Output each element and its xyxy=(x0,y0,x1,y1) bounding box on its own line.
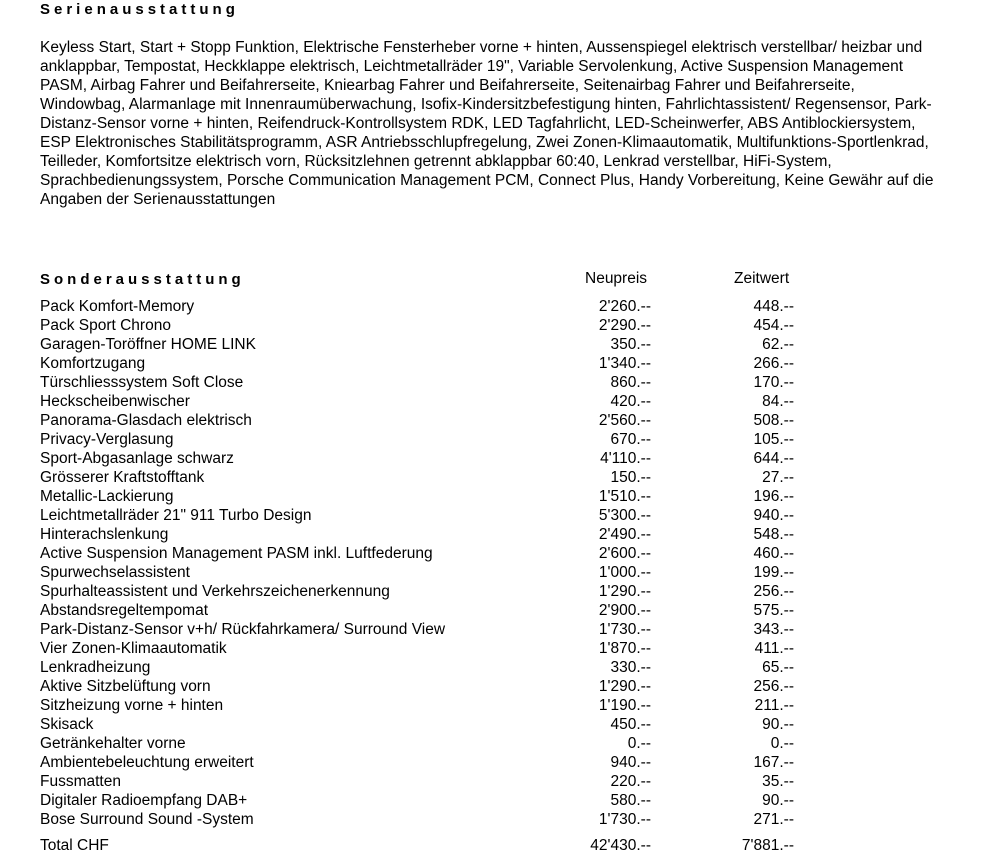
item-neupreis: 330.-- xyxy=(610,659,651,676)
item-name: Türschliesssystem Soft Close xyxy=(40,374,244,391)
item-neupreis: 2'600.-- xyxy=(598,545,651,562)
item-zeitwert: 0.-- xyxy=(770,735,794,752)
table-row xyxy=(0,373,981,392)
table-row xyxy=(0,506,981,525)
sonderausstattung-heading: Sonderausstattung xyxy=(40,271,245,288)
table-row xyxy=(0,791,981,810)
item-name: Bose Surround Sound -System xyxy=(40,811,254,828)
column-header-neupreis: Neupreis xyxy=(585,270,648,287)
item-zeitwert: 256.-- xyxy=(753,583,794,600)
item-neupreis: 1'340.-- xyxy=(598,355,651,372)
item-neupreis: 1'290.-- xyxy=(598,678,651,695)
item-zeitwert: 65.-- xyxy=(762,659,794,676)
item-name: Komfortzugang xyxy=(40,355,146,372)
item-neupreis: 0.-- xyxy=(627,735,651,752)
item-neupreis: 450.-- xyxy=(610,716,651,733)
serienausstattung-heading: Serienausstattung xyxy=(40,1,239,18)
item-zeitwert: 62.-- xyxy=(762,336,794,353)
item-zeitwert: 256.-- xyxy=(753,678,794,695)
item-name: Park-Distanz-Sensor v+h/ Rückfahrkamera/ Surround View xyxy=(40,621,446,638)
table-row xyxy=(0,316,981,335)
item-name: Leichtmetallräder 21" 911 Turbo Design xyxy=(40,507,312,524)
table-row xyxy=(0,620,981,639)
table-row xyxy=(0,772,981,791)
item-zeitwert: 199.-- xyxy=(753,564,794,581)
table-row xyxy=(0,696,981,715)
table-row xyxy=(0,734,981,753)
item-zeitwert: 940.-- xyxy=(753,507,794,524)
item-neupreis: 2'260.-- xyxy=(598,298,651,315)
table-row xyxy=(0,411,981,430)
table-row xyxy=(0,430,981,449)
item-zeitwert: 90.-- xyxy=(762,716,794,733)
item-neupreis: 2'490.-- xyxy=(598,526,651,543)
item-name: Pack Sport Chrono xyxy=(40,317,171,334)
item-zeitwert: 508.-- xyxy=(753,412,794,429)
column-header-zeitwert: Zeitwert xyxy=(734,270,790,287)
table-row xyxy=(0,468,981,487)
item-neupreis: 5'300.-- xyxy=(598,507,651,524)
table-row xyxy=(0,354,981,373)
item-neupreis: 1'730.-- xyxy=(598,621,651,638)
item-name: Metallic-Lackierung xyxy=(40,488,174,505)
item-zeitwert: 84.-- xyxy=(762,393,794,410)
table-row xyxy=(0,392,981,411)
item-name: Grösserer Kraftstofftank xyxy=(40,469,205,486)
item-name: Sitzheizung vorne + hinten xyxy=(40,697,224,714)
item-zeitwert: 343.-- xyxy=(753,621,794,638)
item-neupreis: 350.-- xyxy=(610,336,651,353)
table-row xyxy=(0,639,981,658)
item-zeitwert: 454.-- xyxy=(753,317,794,334)
item-name: Spurhalteassistent und Verkehrszeichenerkennung xyxy=(40,583,390,600)
table-row xyxy=(0,810,981,829)
item-zeitwert: 35.-- xyxy=(762,773,794,790)
item-zeitwert: 575.-- xyxy=(753,602,794,619)
item-neupreis: 860.-- xyxy=(610,374,651,391)
table-row xyxy=(0,715,981,734)
item-name: Fussmatten xyxy=(40,773,121,790)
item-name: Abstandsregeltempomat xyxy=(40,602,209,619)
item-zeitwert: 170.-- xyxy=(753,374,794,391)
table-row xyxy=(0,563,981,582)
total-row xyxy=(0,836,981,855)
item-neupreis: 2'290.-- xyxy=(598,317,651,334)
item-zeitwert: 271.-- xyxy=(753,811,794,828)
item-name: Pack Komfort-Memory xyxy=(40,298,195,315)
total-label: Total CHF xyxy=(40,837,109,854)
item-neupreis: 150.-- xyxy=(610,469,651,486)
item-name: Vier Zonen-Klimaautomatik xyxy=(40,640,227,657)
item-neupreis: 1'870.-- xyxy=(598,640,651,657)
table-row xyxy=(0,582,981,601)
item-name: Lenkradheizung xyxy=(40,659,151,676)
item-name: Heckscheibenwischer xyxy=(40,393,190,410)
item-zeitwert: 548.-- xyxy=(753,526,794,543)
item-neupreis: 1'000.-- xyxy=(598,564,651,581)
item-neupreis: 940.-- xyxy=(610,754,651,771)
item-zeitwert: 266.-- xyxy=(753,355,794,372)
item-neupreis: 2'900.-- xyxy=(598,602,651,619)
table-row xyxy=(0,487,981,506)
item-zeitwert: 448.-- xyxy=(753,298,794,315)
item-zeitwert: 167.-- xyxy=(753,754,794,771)
item-neupreis: 1'290.-- xyxy=(598,583,651,600)
item-name: Skisack xyxy=(40,716,94,733)
item-name: Spurwechselassistent xyxy=(40,564,190,581)
table-row xyxy=(0,335,981,354)
item-neupreis: 220.-- xyxy=(610,773,651,790)
item-name: Panorama-Glasdach elektrisch xyxy=(40,412,252,429)
item-neupreis: 420.-- xyxy=(610,393,651,410)
item-name: Garagen-Toröffner HOME LINK xyxy=(40,336,256,353)
item-name: Digitaler Radioempfang DAB+ xyxy=(40,792,248,809)
table-row xyxy=(0,297,981,316)
serienausstattung-text: Keyless Start, Start + Stopp Funktion, Elektrische Fensterheber vorne + hinten, Aussenspiegel elektrisch verstellbar/ heizbar und anklappbar, Tempostat, Heckklappe elektrisch, Leichtmetallräder 19", Variable Servolenkung, Active Suspension Management PASM, Airbag Fahrer und Beifahrerseite, Kniearbag Fahrer und Beifahrerseite, Seitenairbag Fahrer und Beifahrerseite, Windowbag, Alarmanlage mit Innenraumüberwachung, Isofix-Kindersitzbefestigung hinten, Fahrlichtassistent/ Regensensor, Park-Distanz-Sensor vorne + hinten, Reifendruck-Kontrollsystem RDK, LED Tagfahrlicht, LED-Scheinwerfer, ABS Antiblockiersystem, ESP Elektronisches Stabilitätsprogramm, ASR Antriebsschlupfregelung, Zwei Zonen-Klimaautomatik, Multifunktions-Sportlenkrad, Teilleder, Komfortsitze elektrisch vorn, Rücksitzlehnen getrennt abklappbar 60:40, Lenkrad verstellbar, HiFi-System, Sprachbedienungssystem, Porsche Communication Management PCM, Connect Plus, Handy Vorbereitung, Keine Gewähr auf die Angaben der Serienausstattungen xyxy=(40,39,934,208)
item-neupreis: 1'510.-- xyxy=(598,488,651,505)
item-zeitwert: 211.-- xyxy=(754,697,794,714)
item-name: Hinterachslenkung xyxy=(40,526,169,543)
item-neupreis: 1'730.-- xyxy=(598,811,651,828)
total-zeitwert: 7'881.-- xyxy=(741,837,794,854)
item-neupreis: 4'110.-- xyxy=(600,450,651,467)
table-row xyxy=(0,677,981,696)
item-zeitwert: 105.-- xyxy=(753,431,794,448)
item-name: Privacy-Verglasung xyxy=(40,431,174,448)
item-zeitwert: 411.-- xyxy=(754,640,794,657)
table-row xyxy=(0,525,981,544)
item-neupreis: 1'190.-- xyxy=(598,697,651,714)
table-row xyxy=(0,753,981,772)
item-zeitwert: 90.-- xyxy=(762,792,794,809)
item-name: Active Suspension Management PASM inkl. Luftfederung xyxy=(40,545,433,562)
total-neupreis: 42'430.-- xyxy=(590,837,651,854)
item-name: Ambientebeleuchtung erweitert xyxy=(40,754,254,771)
table-row xyxy=(0,544,981,563)
table-row xyxy=(0,449,981,468)
item-neupreis: 670.-- xyxy=(610,431,651,448)
item-zeitwert: 460.-- xyxy=(753,545,794,562)
item-zeitwert: 27.-- xyxy=(762,469,794,486)
item-neupreis: 580.-- xyxy=(610,792,651,809)
item-name: Getränkehalter vorne xyxy=(40,735,186,752)
table-row xyxy=(0,658,981,677)
item-neupreis: 2'560.-- xyxy=(598,412,651,429)
item-name: Sport-Abgasanlage schwarz xyxy=(40,450,234,467)
table-row xyxy=(0,601,981,620)
item-name: Aktive Sitzbelüftung vorn xyxy=(40,678,211,695)
item-zeitwert: 196.-- xyxy=(753,488,794,505)
item-zeitwert: 644.-- xyxy=(753,450,794,467)
